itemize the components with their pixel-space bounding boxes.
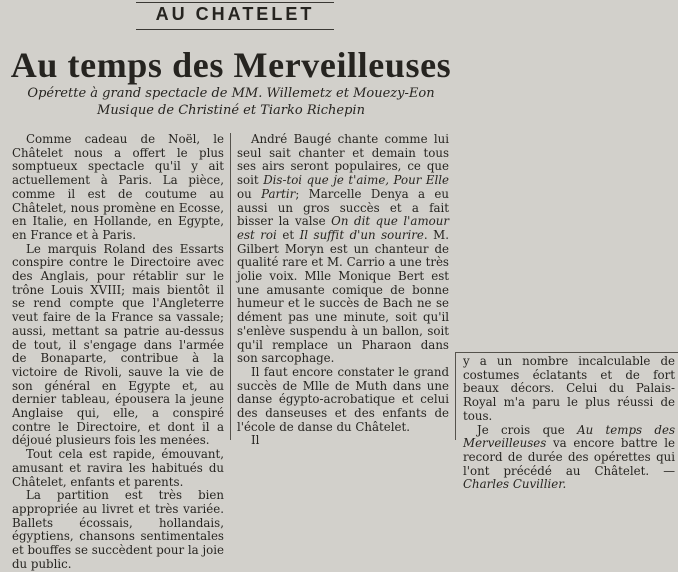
kicker-bottom-rule xyxy=(136,29,334,30)
kicker-top-rule xyxy=(136,2,334,3)
subtitle-line-2: Musique de Christiné et Tiarko Richepin xyxy=(97,103,365,118)
column-2 xyxy=(237,132,450,448)
paragraph-intro: Comme cadeau de Noël, le Châtelet nous a offert le plus somptueux spectacle qu'il y ait actuellement à Paris. La pièce, comme il est de coutume au Châtelet, nous promène en Ecosse, en Italie, en Hollande, en Egypte, en France et à Paris. xyxy=(12,132,224,242)
section-title: AU CHATELET xyxy=(155,4,315,24)
paragraph-dancers: Il faut encore constater le grand succès de Mlle de Muth dans une danse égypto-acrobatique et celui des danseuses et des enfants de l'école de danse du Châtelet. xyxy=(237,364,449,434)
paragraph-costumes-continued: y a un nombre incalculable de costumes éclatants et de fort beaux décors. Celui du Palais-Royal m'a paru le plus réussi de tous. xyxy=(463,354,675,423)
column-divider-1 xyxy=(230,133,231,440)
paragraph-singers: André Baugé chante comme lui seul sait chanter et demain tous ses airs seront populaires, ce que soit Dis-toi que je t'aime, Pour Elle ou Partir; Marcelle Denya a eu aussi un gros succès et a fait bisser la valse On dit que l'amour est roi et Il suffit d'un sourire. M. Gilbert Moryn est un chanteur de qualité rare et M. Carrio a une très jolie voix. Mlle Monique Bert est une amusante comique de bonne humeur et le succès de Bach ne se dément pas une minute, soit qu'il s'enlève suspendu à un ballon, soit qu'il remplace un Pharaon dans son sarcophage. xyxy=(237,132,450,366)
headline: Au temps des Merveilleuses xyxy=(10,45,452,85)
subtitle-line-1: Opérette à grand spectacle de MM. Willemetz et Mouezy-Eon xyxy=(27,86,435,101)
paragraph-score: La partition est très bien appropriée au livret et très variée. Ballets écossais, hollandais, égyptiens, chansons sentimentales et bouffes se succèdent pour la joie du public. xyxy=(12,488,224,571)
author-signature: Charles Cuvillier. xyxy=(463,477,567,492)
column-1 xyxy=(12,132,224,571)
paragraph-costumes: Il xyxy=(251,433,260,448)
paragraph-conclusion: Je crois que Au temps des Merveilleuses va encore battre le record de durée des opérettes qui l'ont précédé au Châtelet. — Charles Cuvillier. xyxy=(463,422,675,492)
column-3-top-rule xyxy=(455,352,678,353)
paragraph-verdict: Tout cela est rapide, émouvant, amusant et ravira les habitués du Châtelet, enfants et parents. xyxy=(12,447,224,489)
paragraph-plot: Le marquis Roland des Essarts conspire contre le Directoire avec des Anglais, pour rétablir sur le trône Louis XVIII; mais bientôt il se rend compte que l'Angleterre veut faire de la France sa vassale; aussi, mettant sa patrie au-dessus de tout, il s'engage dans l'armée de Bonaparte, contribue à la victoire de Rivoli, sauve la vie de son général en Egypte et, au dernier tableau, épousera la jeune Anglaise qui, elle, a conspiré contre le Directoire, et dont il a déjoué plusieurs fois les menées. xyxy=(12,241,224,448)
column-3 xyxy=(463,354,675,492)
column-divider-2 xyxy=(455,353,456,440)
